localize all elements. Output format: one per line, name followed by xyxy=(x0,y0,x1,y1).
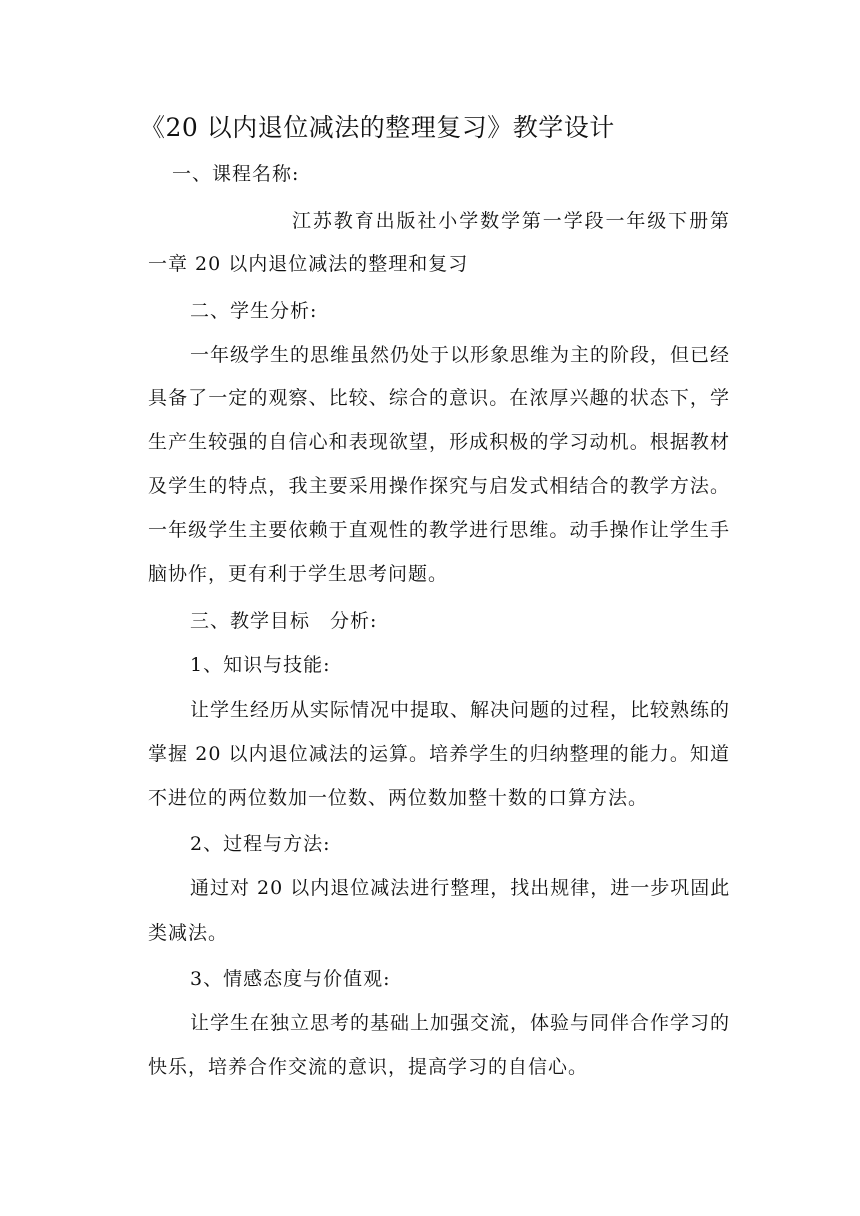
subheading-knowledge-skills: 1、知识与技能: xyxy=(190,654,331,676)
section-heading-student-analysis: 二、学生分析: xyxy=(190,300,318,322)
paragraph-line: 一章 20 以内退位减法的整理和复习 xyxy=(148,253,469,275)
paragraph-line: 具备了一定的观察、比较、综合的意识。在浓厚兴趣的状态下，学 xyxy=(148,387,730,409)
paragraph-line: 让学生经历从实际情况中提取、解决问题的过程，比较熟练的 xyxy=(190,699,731,721)
document-title: 《20 以内退位减法的整理复习》教学设计 xyxy=(140,113,615,142)
subheading-emotion-values: 3、情感态度与价值观: xyxy=(190,968,391,990)
paragraph-line: 一年级学生的思维虽然仍处于以形象思维为主的阶段，但已经 xyxy=(190,344,731,366)
paragraph-line: 通过对 20 以内退位减法进行整理，找出规律，进一步巩固此 xyxy=(190,877,731,899)
paragraph-line: 一年级学生主要依赖于直观性的教学进行思维。动手操作让学生手 xyxy=(148,519,730,541)
paragraph-line: 及学生的特点，我主要采用操作探究与启发式相结合的教学方法。 xyxy=(148,475,730,497)
paragraph-line: 生产生较强的自信心和表现欲望，形成积极的学习动机。根据教材 xyxy=(148,431,730,453)
paragraph-line: 江苏教育出版社小学数学第一学段一年级下册第 xyxy=(292,210,730,232)
paragraph-line: 不进位的两位数加一位数、两位数加整十数的口算方法。 xyxy=(148,787,649,809)
paragraph-line: 类减法。 xyxy=(148,922,229,944)
paragraph-line: 脑协作，更有利于学生思考问题。 xyxy=(148,563,449,585)
paragraph-line: 让学生在独立思考的基础上加强交流，体验与同伴合作学习的 xyxy=(190,1012,731,1034)
section-heading-teaching-goals: 三、教学目标 分析: xyxy=(190,610,378,632)
subheading-process-method: 2、过程与方法: xyxy=(190,833,331,855)
paragraph-line: 掌握 20 以内退位减法的运算。培养学生的归纳整理的能力。知道 xyxy=(148,743,730,765)
paragraph-line: 快乐，培养合作交流的意识，提高学习的自信心。 xyxy=(148,1056,589,1078)
section-heading-course-name: 一、课程名称: xyxy=(172,163,300,185)
